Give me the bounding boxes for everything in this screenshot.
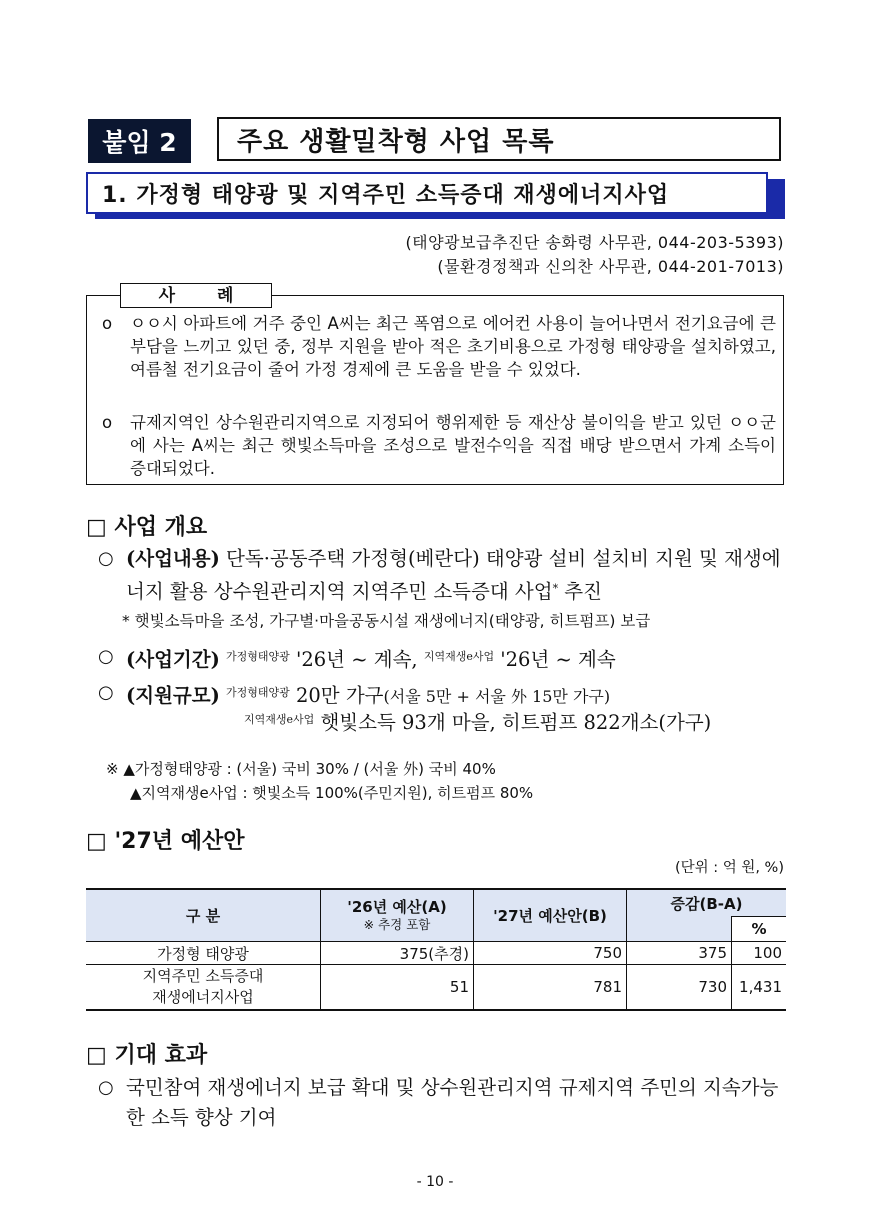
scale-value-1-sub: (서울 5만 + 서울 外 15만 가구) bbox=[383, 687, 611, 706]
col-header-b: '27년 예산안(B) bbox=[474, 889, 627, 942]
col-header-diff-blank bbox=[627, 917, 732, 942]
contact-line-2: (물환경정책과 신의찬 사무관, 044-201-7013) bbox=[437, 257, 784, 276]
content-label: (사업내용) bbox=[126, 547, 220, 570]
scale-tag-1: 가정형태양광 bbox=[226, 686, 290, 699]
col-header-a-note: ※ 추경 포함 bbox=[363, 916, 431, 932]
row-2-pct: 1,431 bbox=[732, 965, 787, 1011]
support-note-1: ※ ▲가정형태양광 : (서울) 국비 30% / (서울 外) 국비 40% bbox=[106, 760, 496, 778]
row-2-name-line-1: 지역주민 소득증대 bbox=[142, 967, 264, 985]
period-label: (사업기간) bbox=[126, 648, 220, 671]
page-number: - 10 - bbox=[416, 1174, 454, 1190]
row-1-b: 750 bbox=[474, 942, 627, 965]
scale-label: (지원규모) bbox=[126, 684, 220, 707]
hollow-circle-bullet-icon: ○ bbox=[98, 1077, 114, 1098]
support-note-2: ▲지역재생e사업 : 햇빛소득 100%(주민지원), 히트펌프 80% bbox=[130, 784, 534, 802]
overview-heading: □ 사업 개요 bbox=[86, 515, 208, 540]
contact-line-1: (태양광보급추진단 송화령 사무관, 044-203-5393) bbox=[405, 233, 784, 252]
period-value-2: '26년 ~ 계속 bbox=[500, 648, 616, 671]
budget-heading: □ '27년 예산안 bbox=[86, 829, 245, 854]
col-header-a bbox=[321, 889, 474, 942]
hollow-circle-bullet-icon: ○ bbox=[98, 548, 114, 569]
hollow-circle-bullet-icon: ○ bbox=[98, 646, 114, 667]
budget-table bbox=[86, 888, 786, 1011]
col-header-a-label: '26년 예산(A) bbox=[347, 897, 447, 916]
row-2-name-line-2: 재생에너지사업 bbox=[152, 988, 254, 1006]
appendix-tag: 붙임 2 bbox=[88, 119, 191, 163]
row-1-name: 가정형 태양광 bbox=[86, 942, 321, 965]
overview-scale-2 bbox=[244, 707, 711, 735]
period-tag-1: 가정형태양광 bbox=[226, 650, 290, 663]
row-1-a: 375(추경) bbox=[321, 942, 474, 965]
overview-content: ○ (사업내용) 단독·공동주택 가정형(베란다) 태양광 설비 설치비 지원 및 재생에너지 활용 상수원관리지역 지역주민 소득증대 사업* 추진 bbox=[96, 544, 788, 607]
effect-text: 국민참여 재생에너지 보급 확대 및 상수원관리지역 규제지역 주민의 지속가능한 소득 향상 기여 bbox=[126, 1076, 779, 1129]
hollow-circle-bullet-icon: ○ bbox=[98, 682, 114, 703]
row-2-b: 781 bbox=[474, 965, 627, 1011]
effect-heading: □ 기대 효과 bbox=[86, 1043, 208, 1068]
table-row bbox=[86, 942, 786, 965]
row-1-diff: 375 bbox=[627, 942, 732, 965]
case-item-2-text: 규제지역인 상수원관리지역으로 지정되어 행위제한 등 재산상 불이익을 받고 있던 ㅇㅇ군에 사는 A씨는 최근 햇빛소득마을 조성으로 발전수익을 직접 배당 받으면서 가계 소득이 증대되었다. bbox=[130, 413, 776, 478]
case-item-1-text: ㅇㅇ시 아파트에 거주 중인 A씨는 최근 폭염으로 에어컨 사용이 늘어나면서 전기요금에 큰 부담을 느끼고 있던 중, 정부 지원을 받아 적은 초기비용으로 가정형 태양광을 설치하였고, 여름철 전기요금이 줄어 가정 경제에 큰 도움을 받을 수 있었다. bbox=[130, 314, 776, 379]
table-row bbox=[86, 965, 786, 1011]
circle-bullet-icon: o bbox=[102, 314, 113, 333]
page-title: 주요 생활밀착형 사업 목록 bbox=[217, 117, 781, 161]
case-label: 사 례 bbox=[120, 283, 272, 308]
scale-tag-2: 지역재생e사업 bbox=[244, 713, 315, 726]
overview-period bbox=[96, 642, 788, 675]
row-1-pct: 100 bbox=[732, 942, 787, 965]
row-2-a: 51 bbox=[321, 965, 474, 1011]
scale-value-2: 햇빛소득 93개 마을, 히트펌프 822개소(가구) bbox=[320, 711, 712, 734]
col-header-pct: % bbox=[732, 917, 787, 942]
case-item-2 bbox=[100, 411, 776, 480]
effect-item bbox=[96, 1073, 788, 1133]
content-tail: 추진 bbox=[564, 580, 602, 603]
circle-bullet-icon: o bbox=[102, 413, 113, 432]
overview-footnote: * 햇빛소득마을 조성, 가구별·마을공동시설 재생에너지(태양광, 히트펌프) 보급 bbox=[122, 612, 651, 630]
section-title: 1. 가정형 태양광 및 지역주민 소득증대 재생에너지사업 bbox=[86, 172, 768, 214]
table-header-row bbox=[86, 889, 786, 917]
case-item-1 bbox=[100, 312, 776, 381]
scale-value-1: 20만 가구 bbox=[295, 684, 384, 707]
row-2-diff: 730 bbox=[627, 965, 732, 1011]
row-2-name bbox=[86, 965, 321, 1011]
content-text: 단독·공동주택 가정형(베란다) 태양광 설비 설치비 지원 및 재생에너지 활용 상수원관리지역 지역주민 소득증대 사업 bbox=[126, 547, 781, 603]
budget-unit: (단위 : 억 원, %) bbox=[674, 860, 784, 876]
col-header-diff: 증감(B-A) bbox=[627, 889, 787, 917]
col-header-group: 구 분 bbox=[86, 889, 321, 942]
period-value-1: '26년 ~ 계속, bbox=[295, 648, 418, 671]
period-tag-2: 지역재생e사업 bbox=[423, 650, 495, 663]
